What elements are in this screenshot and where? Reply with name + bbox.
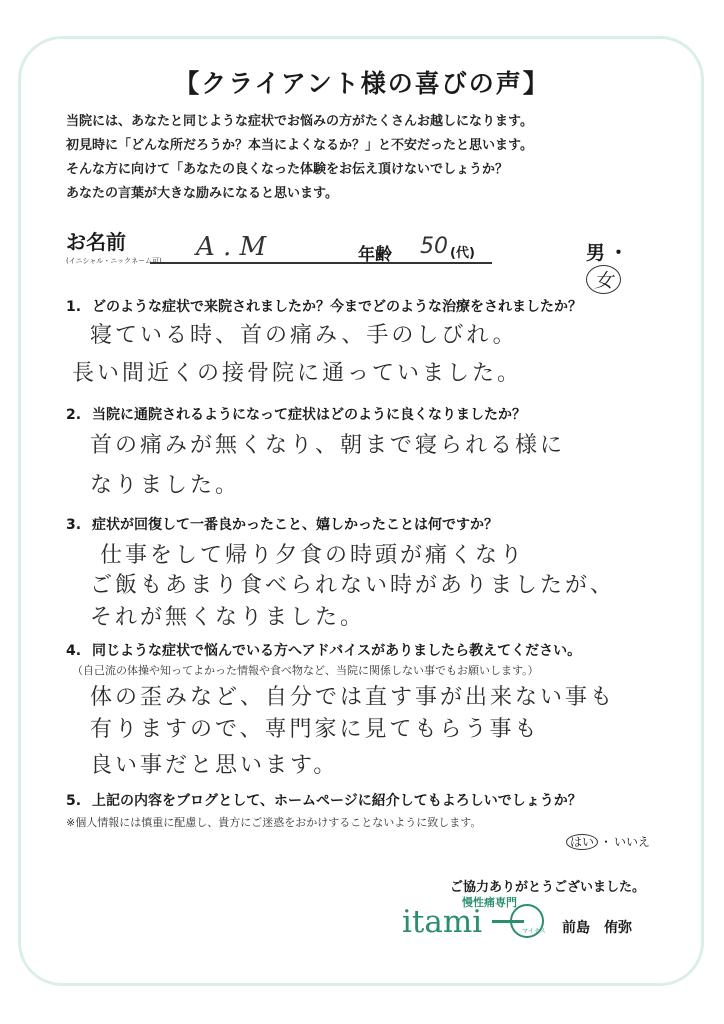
blog-consent-choice [566,833,650,850]
answer-2-line-2: なりました。 [90,473,241,498]
answer-4-line-1: 体の歪みなど、自分では直す事が出来ない事も [90,685,616,710]
logo-tagline: 慢性痛専門 [462,896,517,909]
answer-1-line-1: 寝ている時、首の痛み、手のしびれ。 [90,323,518,348]
question-text: 上記の内容をブログとして、ホームページに紹介してもよろしいでしょうか？ [92,793,582,809]
name-field-value: A . M [196,232,267,262]
itami-logo [402,894,552,944]
intro-line: 当院には、あなたと同じような症状でお悩みの方がたくさんお越しになります。 [66,114,533,129]
question-number: 1. [66,299,82,315]
question-4-note: （自己流の体操や知ってよかった情報や食べ物など、当院に関係しない事でもお願いします。） [72,664,539,677]
gender-choice [586,238,666,294]
answer-3-line-3: それが無くなりました。 [90,605,366,630]
name-sublabel: (イニシャル・ニックネーム可) [66,257,162,265]
consent-yes-circled: はい [566,834,598,850]
question-5 [66,790,686,810]
age-underline [402,262,492,264]
question-2 [66,404,686,424]
question-text: 当院に通院されるようになって症状はどのように良くなりましたか？ [92,407,526,423]
age-field-value: 50 [420,234,448,259]
question-1 [66,296,686,316]
consent-separator: ・ [600,835,613,849]
gender-female-option-circled: 女 [586,265,621,294]
thanks-message: ご協力ありがとうございました。 [450,880,646,895]
age-label: 年齢 [358,245,392,265]
question-3 [66,514,686,534]
director-name: 前島 侑弥 [562,920,632,936]
question-number: 2. [66,407,82,423]
question-4 [66,640,686,660]
intro-line: そんな方に向けて「あなたの良くなった体験をお伝え頂けないでしょうか？ [66,162,509,177]
question-text: どのような症状で来院されましたか？今までどのような治療をされましたか？ [92,299,582,315]
gender-separator: ・ [609,242,629,264]
logo-subtext: マイナス [522,928,546,935]
intro-text [66,110,666,206]
page-title: 【クライアント様の喜びの声】 [174,69,550,98]
age-unit: (代) [450,246,475,261]
question-number: 5. [66,793,82,809]
question-text: 同じような症状で悩んでいる方へアドバイスがありましたら教えてください。 [92,643,582,659]
answer-4-line-2: 有りますので、専門家に見てもらう事も [90,717,540,742]
answer-1-line-2: 長い間近くの接骨院に通っていました。 [72,361,523,386]
answer-3-line-1: 仕事をして帰り夕食の時頭が痛くなり [100,543,526,568]
intro-line: 初見時に「どんな所だろうか？本当によくなるか？」と不安だったと思います。 [66,138,533,153]
question-text: 症状が回復して一番良かったこと、嬉しかったことは何ですか？ [92,517,498,533]
answer-3-line-2: ご飯もあまり食べられない時がありましたが、 [90,573,616,598]
consent-no: いいえ [614,835,651,849]
name-age-gender-row [66,226,666,292]
gender-male-option: 男 [586,242,606,264]
intro-line: あなたの言葉が大きな励みになると思います。 [66,186,338,201]
question-5-note: ※個人情報には慎重に配慮し、貴方にご迷惑をおかけすることないように致します。 [66,816,482,829]
question-number: 4. [66,643,82,659]
logo-wordmark: itami [402,904,483,940]
name-label: お名前 [66,230,126,254]
question-number: 3. [66,517,82,533]
answer-4-line-3: 良い事だと思います。 [90,753,339,778]
answer-2-line-1: 首の痛みが無くなり、朝まで寝られる様に [90,433,566,458]
